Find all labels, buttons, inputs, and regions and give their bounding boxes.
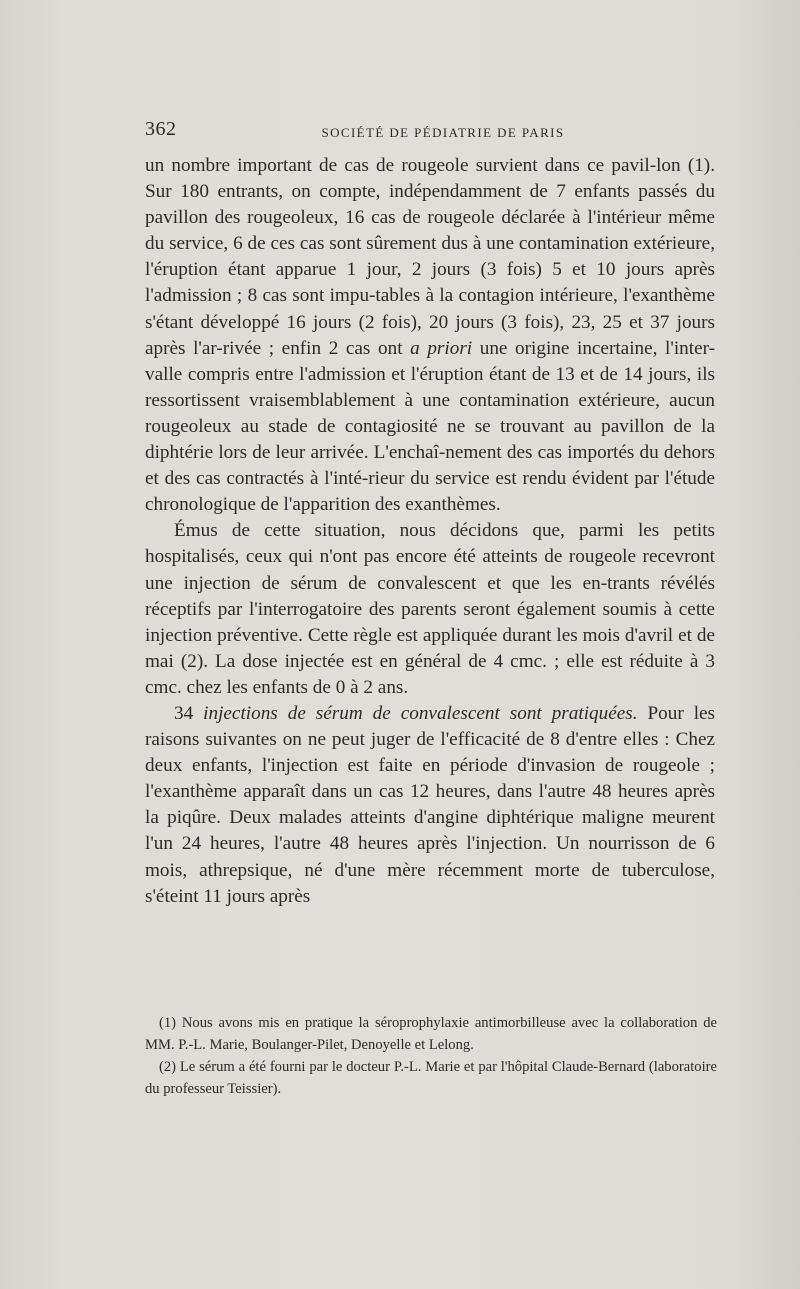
paragraph-1-italic: a priori [410, 337, 473, 359]
paragraph-3 [145, 701, 715, 910]
footnotes [145, 1012, 717, 1100]
paragraph-3-number: 34 [174, 702, 194, 724]
paragraph-1-text-end: une origine incertaine, l'inter-valle compris entre l'admission et l'éruption étant de 13 et de 14 jours, ils ressortissent vraisemblablement à une contamination extérieure, aucun rougeoleux au stade de contagiosité ne se trouvant au pavillon de la diphtérie lors de leur arrivée. L'enchaî-nement des cas importés du dehors et des cas contractés à l'inté-rieur du service est rendu évident par l'étude chronologique de l'apparition des exanthèmes. [145, 337, 715, 516]
paragraph-1-text: un nombre important de cas de rougeole survient dans ce pavil-lon (1). Sur 180 entrants, on compte, indépendamment de 7 enfants passés du pavillon des rougeoleux, 16 cas de rougeole déclarée à l'intérieur même du service, 6 de ces cas sont sûrement dus à une contamination extérieure, l'éruption étant apparue 1 jour, 2 jours (3 fois) 5 et 10 jours après l'admission ; 8 cas sont impu-tables à la contagion intérieure, l'exanthème s'étant développé 16 jours (2 fois), 20 jours (3 fois), 23, 25 et 37 jours après l'ar-rivée ; enfin 2 cas ont [145, 155, 715, 359]
paragraph-3-italic: injections de sérum de convalescent sont pratiquées. [203, 702, 638, 724]
footnote-2: (2) Le sérum a été fourni par le docteur P.-L. Marie et par l'hôpital Claude-Bernard (laboratoire du professeur Teissier). [145, 1059, 717, 1097]
running-title: SOCIÉTÉ DE PÉDIATRIE DE PARIS [321, 125, 565, 140]
footnote-1: (1) Nous avons mis en pratique la séroprophylaxie antimorbilleuse avec la collaboration de MM. P.-L. Marie, Boulanger-Pilet, Denoyelle et Lelong. [145, 1015, 717, 1053]
body-text [145, 153, 715, 910]
paragraph-2: Émus de cette situation, nous décidons que, parmi les petits hospitalisés, ceux qui n'ont pas encore été atteints de rougeole recevront une injection de sérum de convalescent et que les en-trants révélés réceptifs par l'interrogatoire des parents seront également soumis à cette injection préventive. Cette règle est appliquée durant les mois d'avril et de mai (2). La dose injectée est en général de 4 cmc. ; elle est réduite à 3 cmc. chez les enfants de 0 à 2 ans. [145, 520, 715, 698]
paragraph-1 [145, 153, 715, 518]
paragraph-3-text: Pour les raisons suivantes on ne peut juger de l'efficacité de 8 d'entre elles : Chez deux enfants, l'injection est faite en période d'invasion de rougeole ; l'exanthème apparaît dans un cas 12 heures, dans l'autre 48 heures après la piqûre. Deux malades atteints d'angine diphtérique maligne meurent l'un 24 heures, l'autre 48 heures après l'injection. Un nourrisson de 6 mois, athrepsique, né d'une mère récemment morte de tuberculose, s'éteint 11 jours après [145, 702, 716, 907]
page-number: 362 [145, 118, 177, 140]
page-header [145, 118, 715, 148]
